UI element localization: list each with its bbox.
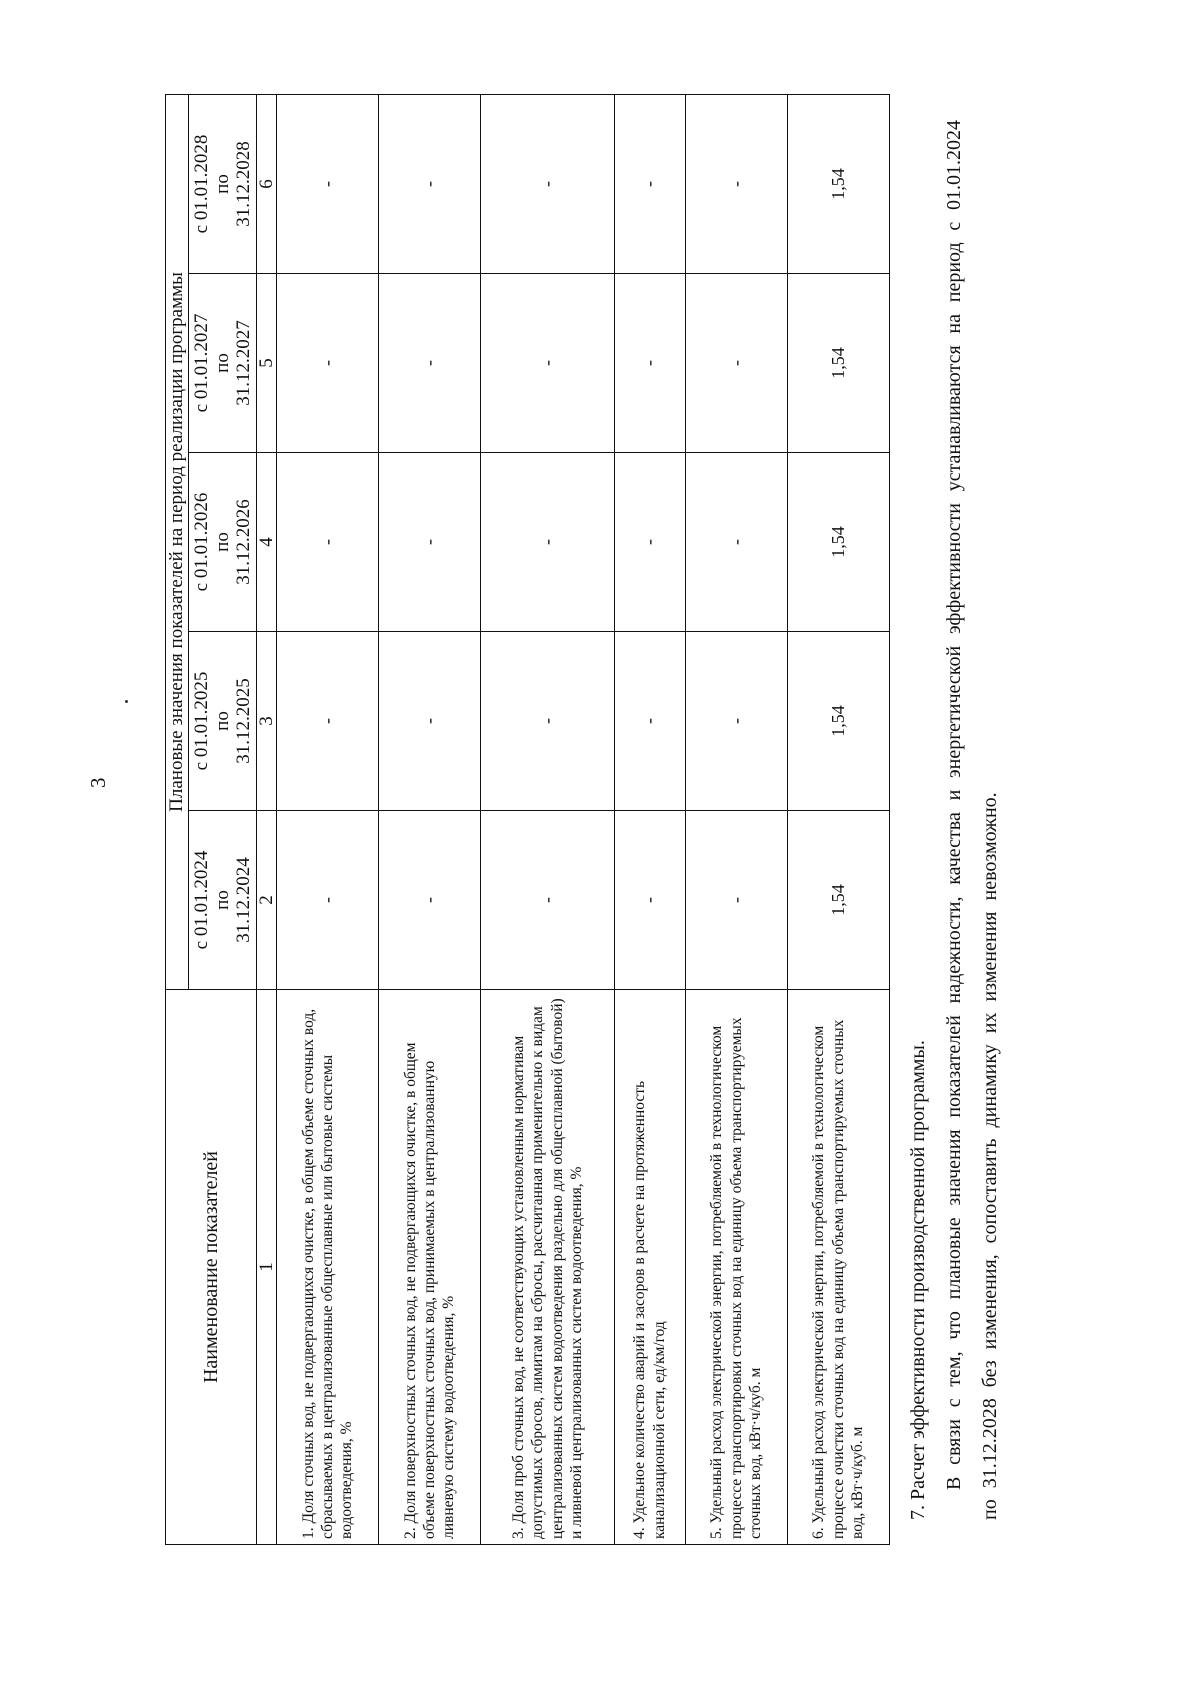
section-paragraph: В связи с тем, что плановые значения показателей надежности, качества и энергетической эффективности устанавливаются на период с 01.01.2024 по 31.12.2028 без изменения, сопоставить динамику их изменения невозможно. [943, 120, 1001, 1520]
indicator-value: - [614, 94, 685, 273]
indicator-value: - [614, 453, 685, 632]
indicator-value: 1,54 [787, 274, 889, 453]
table-row [481, 94, 615, 1544]
indicator-name: 3. Доля проб сточных вод, не соответствующих установленным нормативам допустимых сбросов, лимитам на сбросы, рассчитанная применительно к видам централизованных систем водоотведения раздельно для общесплавной (бытовой) и ливневой централизованных систем водоотведения, % [481, 990, 615, 1545]
indicator-value: 1,54 [787, 632, 889, 811]
indicator-value: 1,54 [787, 94, 889, 273]
table-row [379, 94, 481, 1544]
indicator-value: - [685, 274, 787, 453]
period-header: с 01.01.2026 по 31.12.2026 [189, 453, 257, 632]
indicator-value: - [277, 274, 379, 453]
indicator-value: - [614, 811, 685, 990]
indicator-value: 1,54 [787, 453, 889, 632]
indicator-value: - [685, 632, 787, 811]
indicator-value: - [379, 811, 481, 990]
indicator-name: 2. Доля поверхностных сточных вод, не подвергающихся очистке, в общем объеме поверхностных сточных вод, принимаемых в централизованную ливневую систему водоотведения, % [379, 990, 481, 1545]
indicator-value: - [685, 811, 787, 990]
indicator-value: - [481, 274, 615, 453]
indicator-value: 1,54 [787, 811, 889, 990]
period-header: с 01.01.2024 по 31.12.2024 [189, 811, 257, 990]
indicator-value: - [379, 94, 481, 273]
period-header: с 01.01.2028 по 31.12.2028 [189, 94, 257, 273]
table-row [685, 94, 787, 1544]
column-number: 4 [257, 453, 277, 632]
indicator-value: - [614, 632, 685, 811]
scan-speck [125, 700, 128, 703]
column-number: 3 [257, 632, 277, 811]
indicator-value: - [277, 453, 379, 632]
column-number: 2 [257, 811, 277, 990]
column-number: 1 [257, 990, 277, 1545]
table-row [787, 94, 889, 1544]
indicator-value: - [379, 274, 481, 453]
indicator-value: - [277, 94, 379, 273]
indicator-value: - [277, 632, 379, 811]
indicator-name: 4. Удельное количество аварий и засоров в расчете на протяженность канализационной сети, ед/км/год [614, 990, 685, 1545]
indicator-value: - [685, 94, 787, 273]
indicator-value: - [481, 632, 615, 811]
indicator-value: - [379, 453, 481, 632]
column-number: 5 [257, 274, 277, 453]
rotated-page-content [165, 95, 1065, 1545]
column-number: 6 [257, 94, 277, 273]
indicator-value: - [379, 632, 481, 811]
period-header: с 01.01.2025 по 31.12.2025 [189, 632, 257, 811]
page-number: 3 [86, 777, 110, 788]
indicator-name: 5. Удельный расход электрической энергии, потребляемой в технологическом процессе транспортировки сточных вод на единицу объема транспортируемых сточных вод, кВт·ч/куб. м [685, 990, 787, 1545]
indicator-value: - [481, 94, 615, 273]
indicator-name: 1. Доля сточных вод, не подвергающихся очистке, в общем объеме сточных вод, сбрасываемых в централизованные общесплавные или бытовые системы водоотведения, % [277, 990, 379, 1545]
indicators-table [165, 94, 890, 1545]
table-row [614, 94, 685, 1544]
indicator-value: - [481, 811, 615, 990]
period-header: с 01.01.2027 по 31.12.2027 [189, 274, 257, 453]
indicator-value: - [614, 274, 685, 453]
section-heading: 7. Расчет эффективности производственной программы. [907, 1040, 929, 1520]
header-planned-values: Плановые значения показателей на период реализации программы [166, 94, 189, 989]
indicator-value: - [481, 453, 615, 632]
indicator-value: - [277, 811, 379, 990]
indicator-name: 6. Удельный расход электрической энергии, потребляемой в технологическом процессе очистки сточных вод на единицу объема транспортируемых сточных вод, кВт·ч/куб. м [787, 990, 889, 1545]
indicator-value: - [685, 453, 787, 632]
section-7 [900, 120, 1008, 1520]
table-row [277, 94, 379, 1544]
header-indicator-name: Наименование показателей [166, 990, 257, 1545]
